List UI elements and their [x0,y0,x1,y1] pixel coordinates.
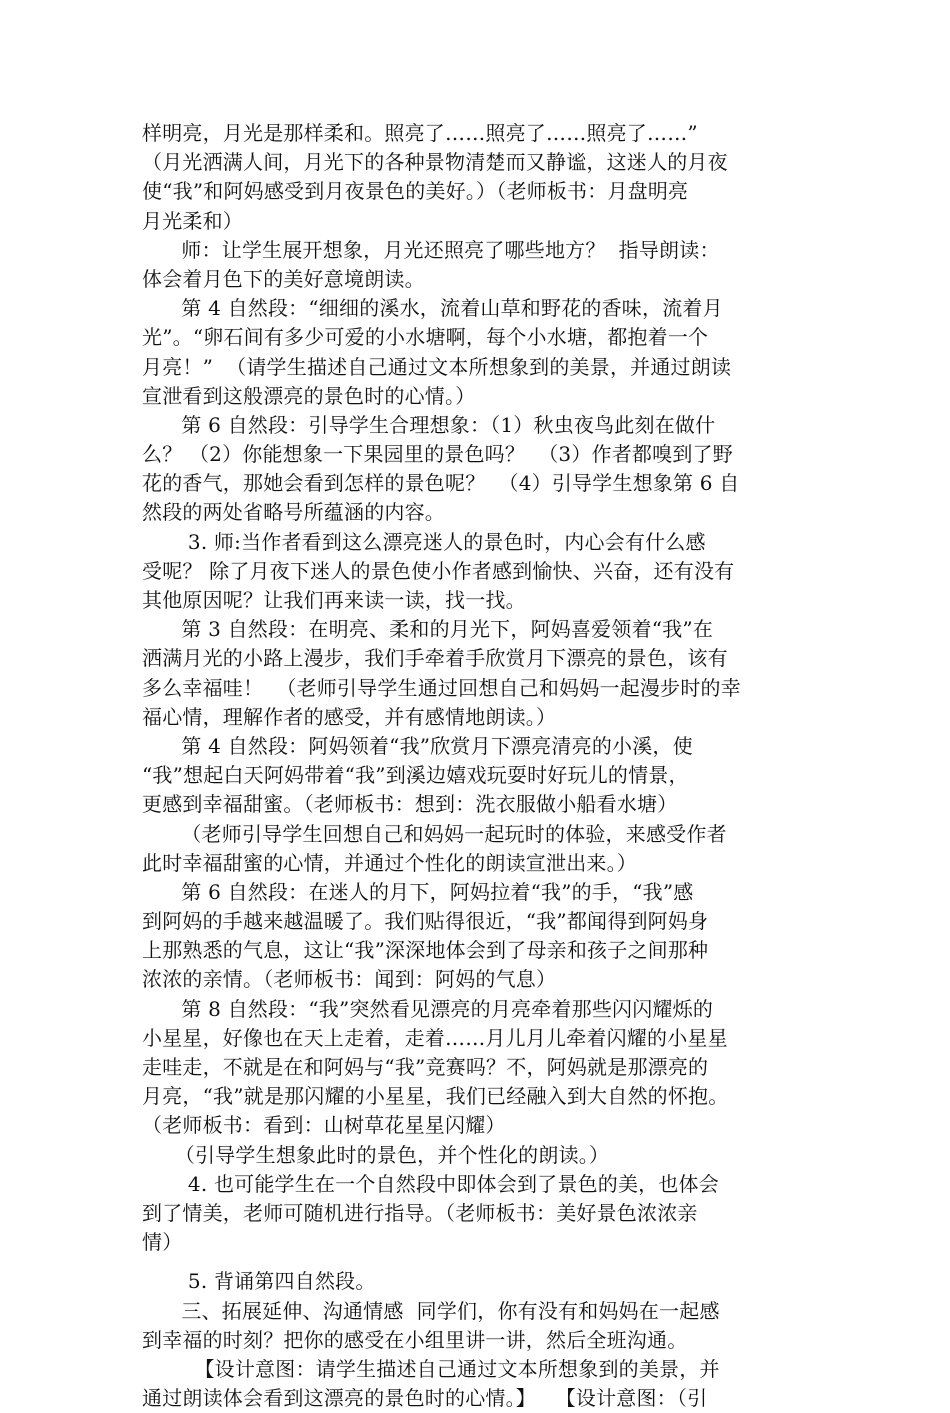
text-line: 第 6 自然段：引导学生合理想象：（1）秋虫夜鸟此刻在做什 [142,412,716,437]
text-line: 宣泄看到这般漂亮的景色时的心情。） [142,383,476,408]
text-line: 小星星，好像也在天上走着，走着……月儿月儿牵着闪耀的小星星 [142,1025,728,1050]
text-line: 师：让学生展开想象，月光还照亮了哪些地方？ 指导朗读： [142,237,720,262]
text-line: 到幸福的时刻？把你的感受在小组里讲一讲，然后全班沟通。 [142,1327,688,1352]
text-line: 多么幸福哇！ （老师引导学生通过回想自己和妈妈一起漫步时的幸 [142,675,741,700]
text-line: 受呢？ 除了月夜下迷人的景色使小作者感到愉快、兴奋，还有没有 [142,558,735,583]
text-line: 更感到幸福甜蜜。（老师板书：想到：洗衣服做小船看水塘） [142,792,678,817]
text-line: 第 4 自然段：阿妈领着“我”欣赏月下漂亮清亮的小溪，使 [142,733,693,758]
text-line: 样明亮，月光是那样柔和。照亮了……照亮了……照亮了……” [142,121,698,145]
text-line: 三、拓展延伸、沟通情感 同学们，你有没有和妈妈在一起感 [142,1298,720,1323]
text-line [142,1257,814,1267]
text-line: （老师引导学生回想自己和妈妈一起玩时的体验，来感受作者 [142,821,727,846]
text-line: 第 4 自然段：“细细的溪水，流着山草和野花的香味，流着月 [142,296,723,321]
text-line: 走哇走，不就是在和阿妈与“我”竞赛吗？不，阿妈就是那漂亮的 [142,1055,709,1079]
text-line: 花的香气，那她会看到怎样的景色呢？ （4）引导学生想象第 6 自 [142,471,740,496]
text-line: 体会着月色下的美好意境朗读。 [142,266,425,291]
text-line: 情） [142,1230,183,1255]
text-line: 洒满月光的小路上漫步，我们手牵着手欣赏月下漂亮的景色，该有 [142,646,728,671]
text-line: 第 6 自然段：在迷人的月下，阿妈拉着“我”的手，“我”感 [142,879,694,904]
text-line: 月亮！” （请学生描述自己通过文本所想象到的美景，并通过朗读 [142,354,732,379]
text-line: （老师板书：看到：山树草花星星闪耀） [142,1113,506,1138]
text-line: 么？ （2）你能想象一下果园里的景色吗？ （3）作者都嗅到了野 [142,442,733,467]
text-line: 3. 师:当作者看到这么漂亮迷人的景色时，内心会有什么感 [142,529,706,554]
text-line: 5. 背诵第四自然段。 [142,1269,376,1294]
text-line: 福心情，理解作者的感受，并有感情地朗读。） [142,704,557,729]
text-line: 其他原因呢？让我们再来读一读，找一找。 [142,588,526,612]
text-line: 浓浓的亲情。（老师板书：闻到：阿妈的气息） [142,967,557,992]
text-line: 4. 也可能学生在一个自然段中即体会到了景色的美，也体会 [142,1171,719,1196]
text-line: 使“我”和阿妈感受到月夜景色的美好。）（老师板书：月盘明亮 [142,179,689,204]
text-line: 通过朗读体会看到这漂亮的景色时的心情。】 【设计意图：（引 [142,1386,708,1411]
text-line: 月光柔和） [142,208,243,233]
text-line: 此时幸福甜蜜的心情，并通过个性化的朗读宣泄出来。） [142,850,637,875]
text-line: “我”想起白天阿妈带着“我”到溪边嬉戏玩耍时好玩儿的情景， [142,763,689,788]
text-line: 月亮，“我”就是那闪耀的小星星，我们已经融入到大自然的怀抱。 [142,1084,729,1109]
text-line: 【设计意图：请学生描述自己通过文本所想象到的美景，并 [142,1356,720,1381]
text-line: 到阿妈的手越来越温暖了。我们贴得很近，“我”都闻得到阿妈身 [142,909,709,934]
text-line: 光”。“卵石间有多少可爱的小水塘啊，每个小水塘，都抱着一个 [142,325,709,350]
text-line: 第 8 自然段：“我”突然看见漂亮的月亮牵着那些闪闪耀烁的 [142,996,714,1021]
text-line: 上那熟悉的气息，这让“我”深深地体会到了母亲和孩子之间那种 [142,938,709,963]
text-line: 然段的两处省略号所蕴涵的内容。 [142,500,445,525]
text-line: （引导学生想象此时的景色，并个性化的朗读。） [142,1142,610,1167]
text-line: 第 3 自然段：在明亮、柔和的月光下，阿妈喜爱领着“我”在 [142,617,714,642]
text-line: （月光洒满人间，月光下的各种景物清楚而又静谧，这迷人的月夜 [142,150,728,175]
document-body [142,119,814,1413]
text-line: 到了情美，老师可随机进行指导。（老师板书：美好景色浓浓亲 [142,1200,698,1225]
